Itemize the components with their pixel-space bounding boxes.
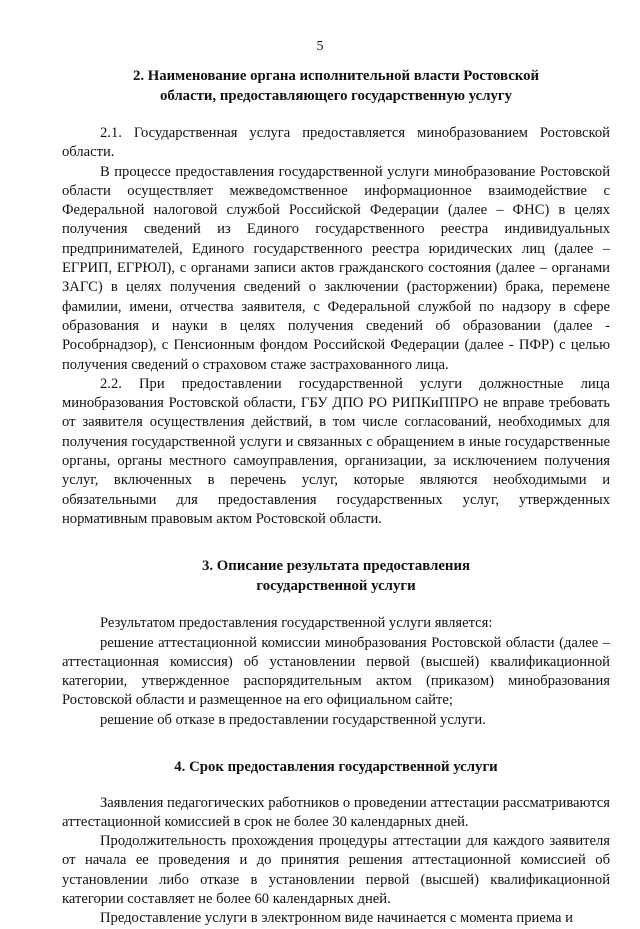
paragraph-3-result: Результатом предоставления государственной услуги является: — [100, 615, 493, 632]
page-number: 5 — [316, 39, 324, 54]
paragraph-2-2: 2.2. При предоставлении государственной услуги должностные лица минобразования Ростовской области, ГБУ ДПО РО РИПКиППРО не вправе требовать от заявителя осуществления действий, в том числе согласований, необходимых для получения государственной услуги и связанных с обращением в иные государственные органы, органы местного самоуправления, организации, за исключением получения услуг, включенных в перечень услуг, которые являются необходимыми и обязательными для предоставления государственных услуг, утвержденных нормативным правовым актом Ростовской области. — [62, 375, 610, 527]
paragraph-3-decision: решение аттестационной комиссии минобразования Ростовской области (далее – аттестационная комиссия) об установлении первой (высшей) квалификационной категории, утвержденное распорядительным актом (приказом) минобразования Ростовской области и размещенное на его официальном сайте; — [62, 634, 610, 709]
paragraph-3-refusal: решение об отказе в предоставлении государственной услуги. — [100, 711, 486, 728]
section-2-title-line-2: области, предоставляющего государственную услугу — [159, 87, 513, 104]
section-4-title-line: 4. Срок предоставления государственной услуги — [174, 759, 498, 776]
paragraph-4-duration: Продолжительность прохождения процедуры аттестации для каждого заявителя от начала ее проведения и до принятия решения аттестационной комиссией об установлении либо отказе в установлении первой (высшей) квалификационной категории составляет не более 60 календарных дней. — [62, 833, 610, 907]
paragraph-4-applications: Заявления педагогических работников о проведении аттестации рассматриваются аттестационной комиссией в срок не более 30 календарных дней. — [62, 794, 610, 830]
paragraph-2-1: 2.1. Государственная услуга предоставляется минобразованием Ростовской области. — [62, 125, 610, 161]
section-3-title-line-1: 3. Описание результата предоставления — [201, 558, 470, 575]
paragraph-2-1-interaction: В процессе предоставления государственной услуги минобразование Ростовской области осуществляет межведомственное информационное взаимодействие с Федеральной налоговой службой Российской Федерации (далее – ФНС) в целях получения сведений из Единого государственного реестра индивидуальных предпринимателей, Единого государственного реестра юридических лиц (далее – ЕГРИП, ЕГРЮЛ), с органами записи актов гражданского состояния (далее – органами ЗАГС) в целях получения сведений о заключении (расторжении) брака, перемене фамилии, имени, отчества заявителя, с Федеральной службой по надзору в сфере образования и науки в целях получения сведений об образовании (далее - Рособрнадзор), с Пенсионным фондом Российской Федерации (далее - ПФР) с целью получения сведений о страховом стаже застрахованного лица. — [62, 163, 610, 373]
section-3-title — [62, 557, 610, 596]
document-body — [62, 67, 610, 929]
section-4-title — [62, 758, 610, 778]
section-2-title — [62, 67, 610, 106]
paragraph-4-electronic: Предоставление услуги в электронном виде начинается с момента приема и — [100, 910, 573, 927]
section-3-title-line-2: государственной услуги — [256, 577, 416, 594]
section-2-title-line-1: 2. Наименование органа исполнительной власти Ростовской — [132, 68, 540, 84]
